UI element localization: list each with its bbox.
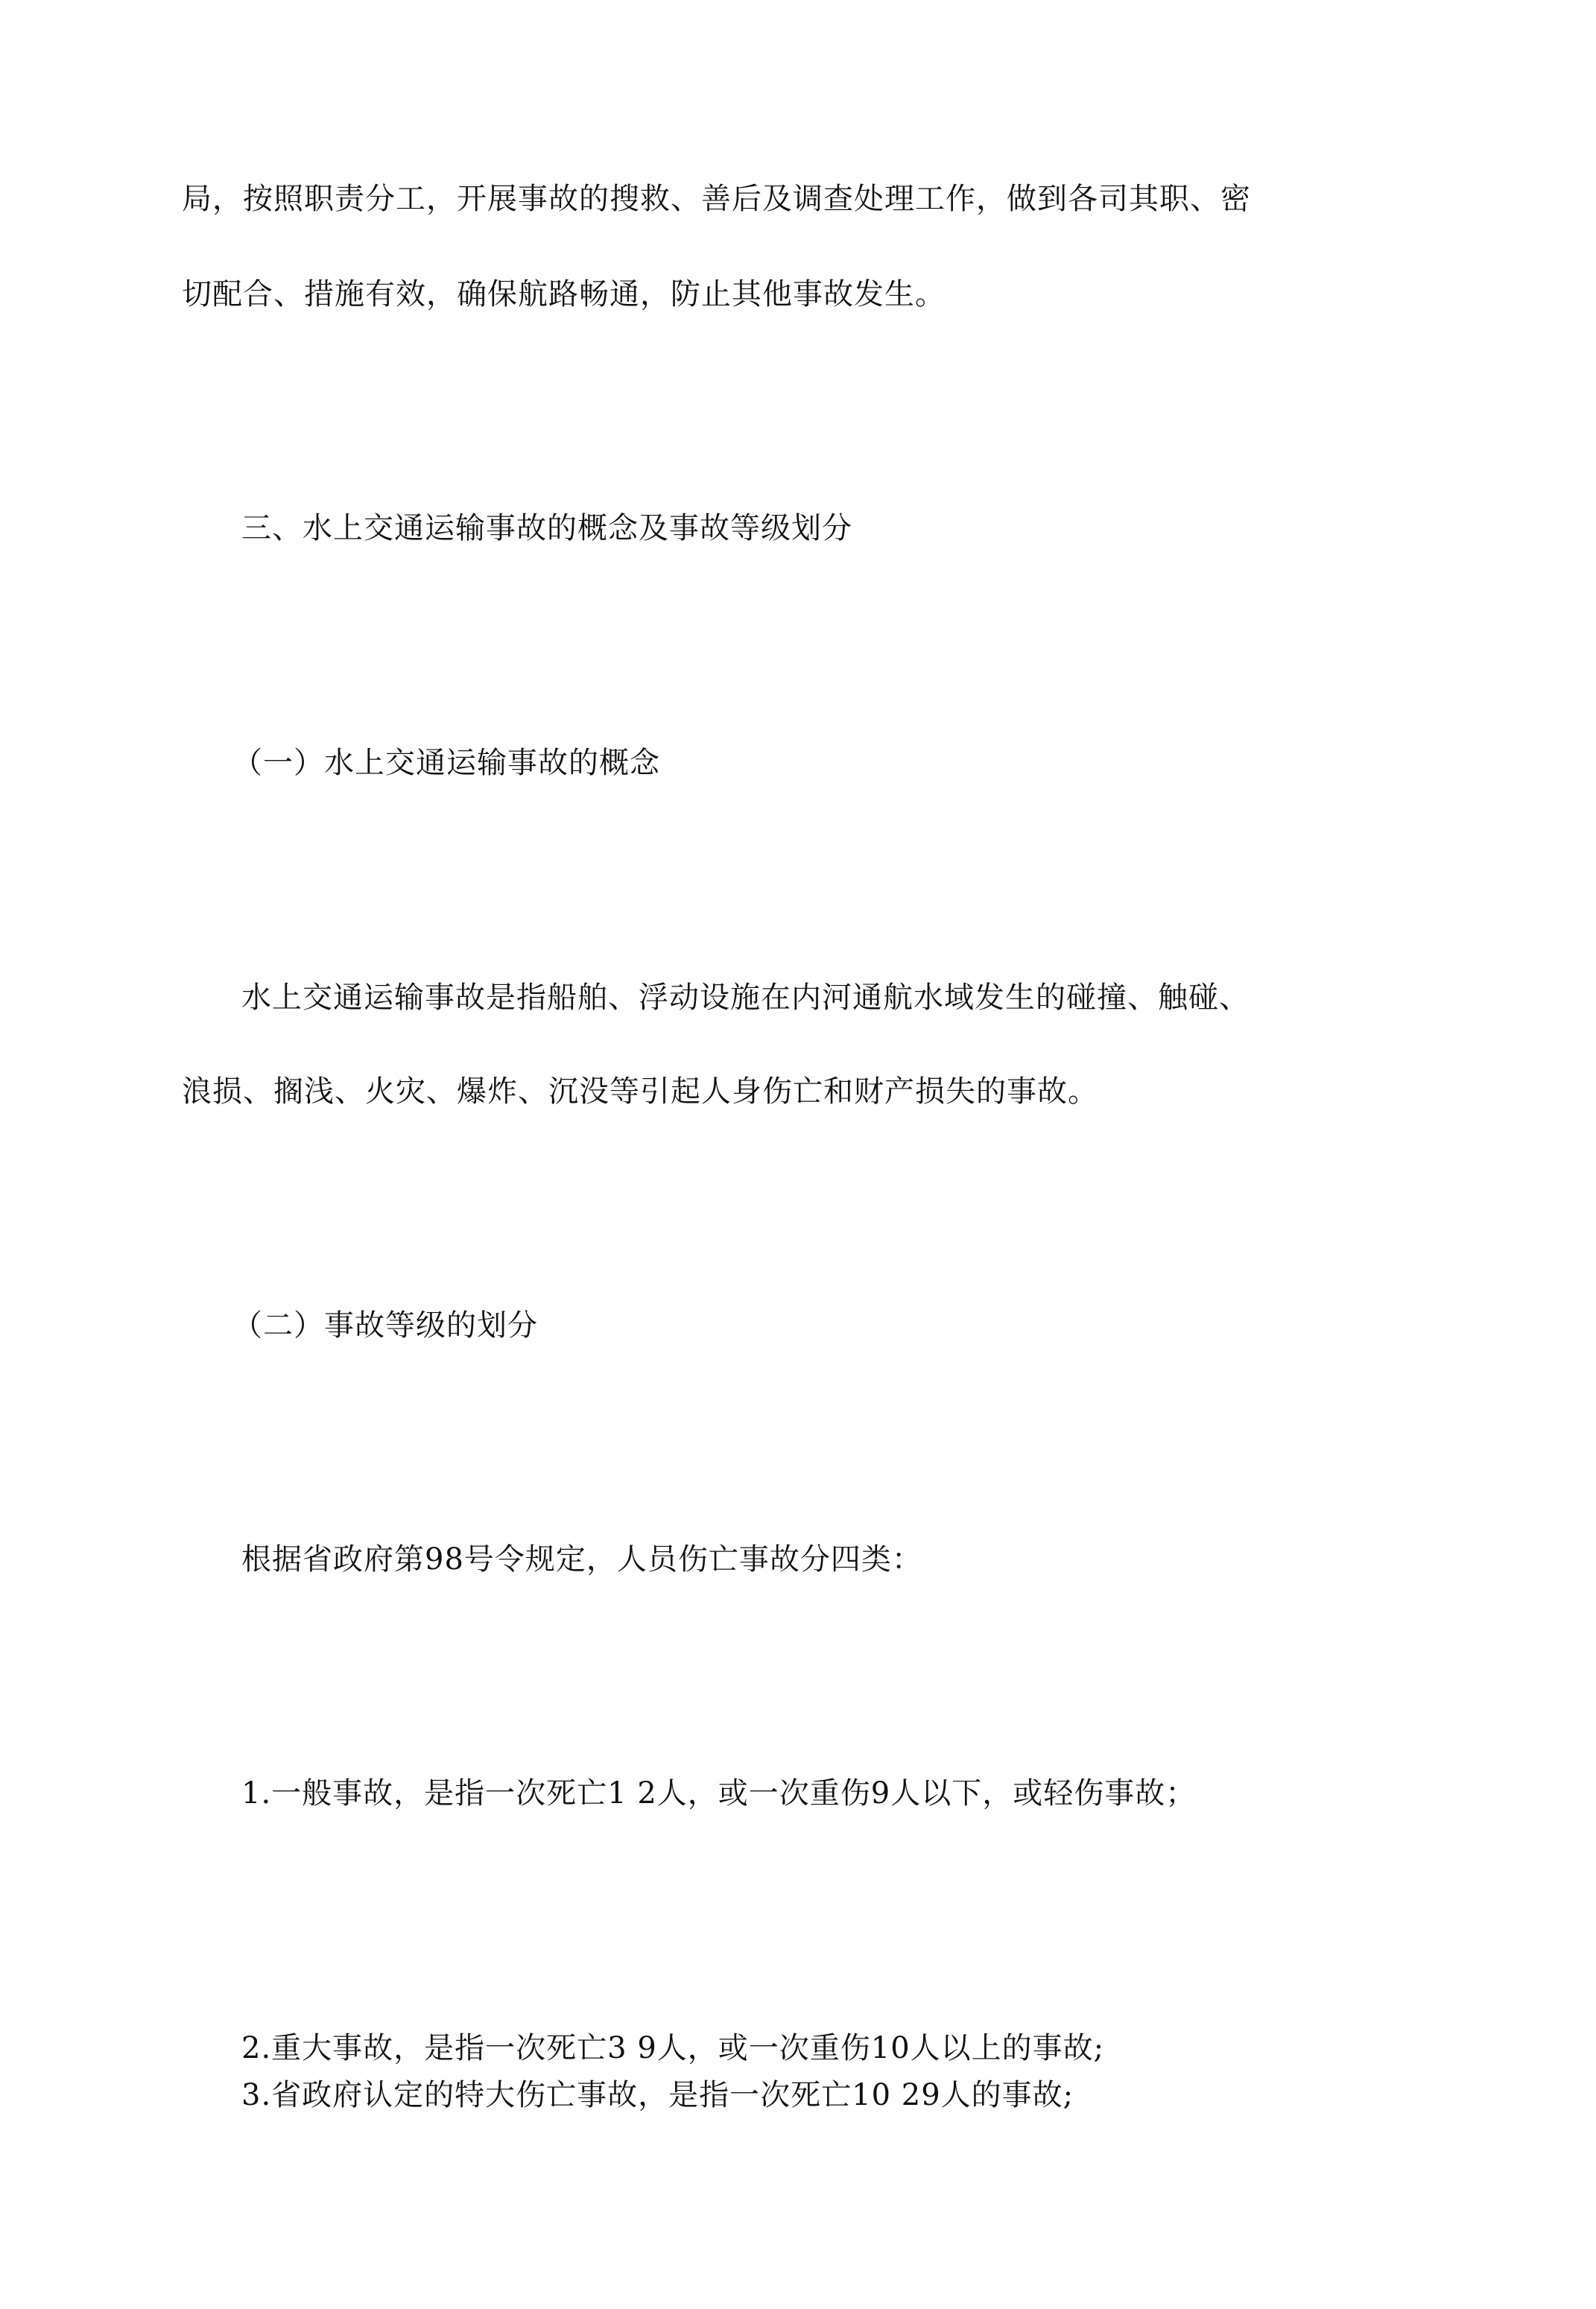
list-item-special-major-accident: 3.省政府认定的特大伤亡事故，是指一次死亡10 29人的事故; bbox=[241, 2078, 1074, 2112]
list-item-major-accident: 2.重大事故，是指一次死亡3 9人，或一次重伤10人以上的事故; bbox=[241, 2031, 1105, 2065]
classification-intro: 根据省政府第98号令规定，人员伤亡事故分四类： bbox=[241, 1542, 922, 1577]
paragraph-continuation-line-1: 局，按照职责分工，开展事故的搜救、善后及调查处理工作，做到各司其职、密 bbox=[182, 182, 1251, 216]
subsection-heading-concept: （一）水上交通运输事故的概念 bbox=[232, 746, 660, 780]
definition-paragraph-line-2: 浪损、搁浅、火灾、爆炸、沉没等引起人身伤亡和财产损失的事故。 bbox=[182, 1074, 1098, 1109]
paragraph-continuation-line-2: 切配合、措施有效，确保航路畅通，防止其他事故发生。 bbox=[182, 277, 946, 311]
subsection-heading-classification: （二）事故等级的划分 bbox=[232, 1308, 538, 1343]
section-heading: 三、水上交通运输事故的概念及事故等级划分 bbox=[241, 511, 852, 545]
list-item-general-accident: 1.一般事故，是指一次死亡1 2人，或一次重伤9人以下，或轻伤事故； bbox=[241, 1776, 1197, 1811]
definition-paragraph-line-1: 水上交通运输事故是指船舶、浮动设施在内河通航水域发生的碰撞、触碰、 bbox=[241, 981, 1250, 1015]
